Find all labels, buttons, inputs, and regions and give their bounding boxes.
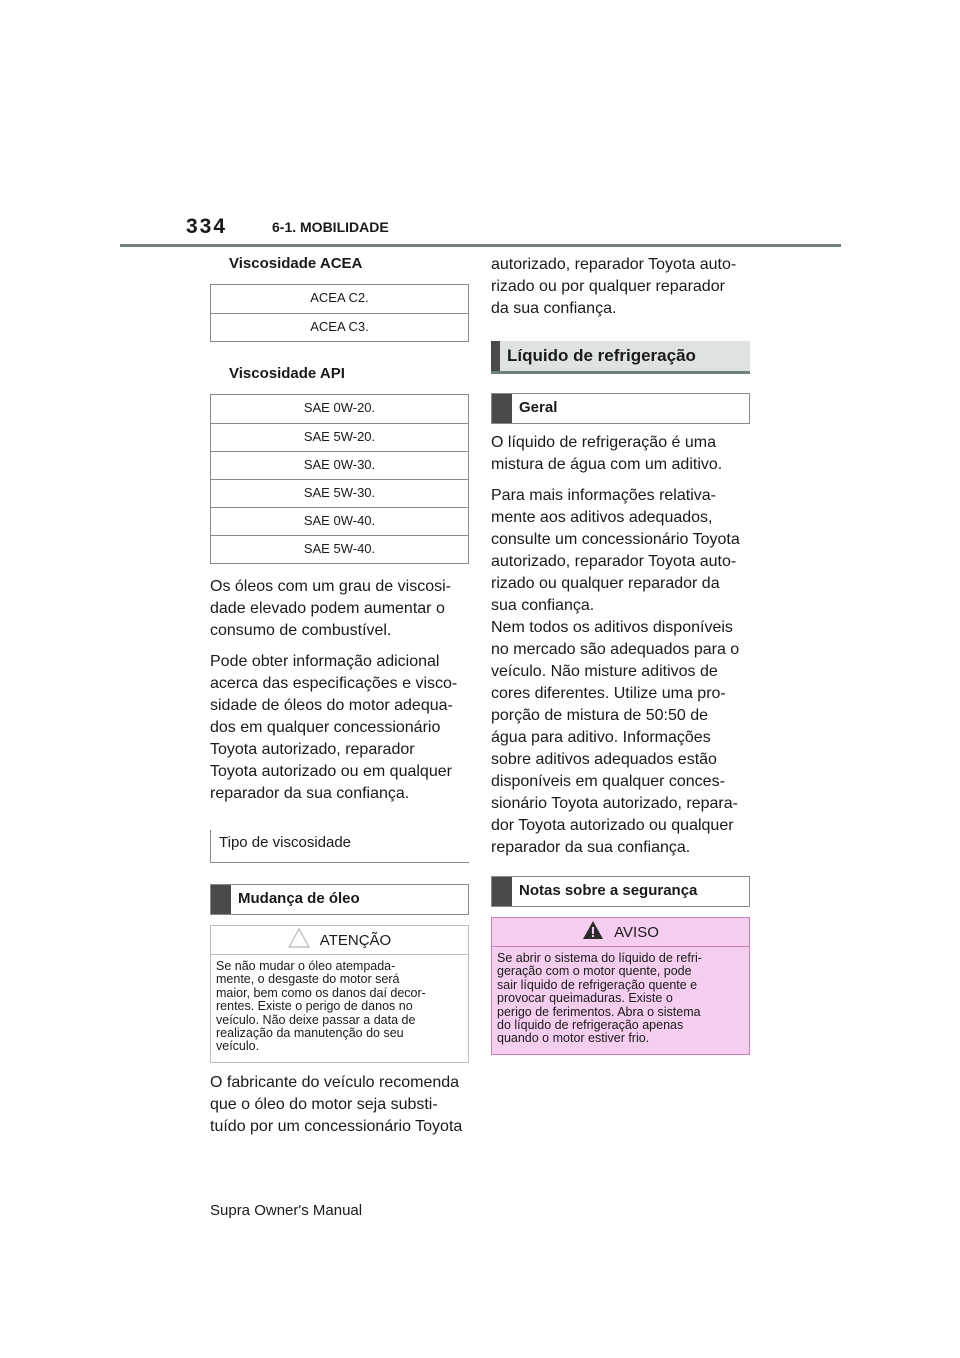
table-row: SAE 5W-30.: [211, 479, 468, 507]
caution-notice: [210, 925, 469, 1063]
general-heading: [491, 393, 750, 424]
left-column: [210, 254, 469, 1138]
table-row: SAE 0W-40.: [211, 507, 468, 535]
paragraph-viscosity-consumption: Os óleos com um grau de viscosi- dade elevado podem aumentar o consumo de combustível.: [210, 578, 451, 639]
paragraph-additional-info: Pode obter informação adicional acerca das especificações e visco- sidade de óleos do motor adequa- dos em qualquer concessionário Toyota autorizado, reparador Toyota autorizado ou em qualquer reparador da sua confiança.: [210, 653, 458, 802]
header-divider: [120, 244, 841, 247]
coolant-heading: [491, 341, 750, 374]
caution-title: ATENÇÃO: [319, 931, 392, 949]
general-heading-text: Geral: [519, 399, 558, 416]
table-row: ACEA C2.: [310, 290, 369, 305]
footer-manual-title: Supra Owner's Manual: [210, 1202, 363, 1219]
section-title: 6-1. MOBILIDADE: [272, 219, 389, 235]
viscosity-type-box: Tipo de viscosidade: [210, 830, 469, 863]
warning-title: AVISO: [614, 923, 659, 941]
paragraph-additives: Para mais informações relativa- mente aos aditivos adequados, consulte um concessionário Toyota autorizado, reparador Toyota auto- rizado ou qualquer reparador da sua confiança. Nem todos os aditivos disponíveis no mercado são adequados para o veículo. Não misture aditivos de cores diferentes. Utilize uma pro- porção de mistura de 50:50 de água para aditivo. Informações sobre aditivos adequados estão disponíveis em qualquer conces- sionário Toyota autorizado, repara- dor Toyota autorizado ou qualquer reparador da sua confiança.: [491, 487, 740, 856]
table-row: SAE 5W-40.: [211, 535, 468, 563]
paragraph-coolant-mixture: O líquido de refrigeração é uma mistura de água com um aditivo.: [491, 434, 723, 473]
table-row: SAE 0W-20.: [303, 400, 376, 415]
paragraph-oil-replacement: O fabricante do veículo recomenda que o óleo do motor seja substi- tuído por um concessionário Toyota: [210, 1073, 463, 1135]
paragraph-continuation: autorizado, reparador Toyota auto- rizado ou por qualquer reparador da sua confiança.: [491, 256, 737, 317]
warning-notice-header: [492, 918, 749, 947]
safety-heading: [491, 876, 750, 907]
acea-table: [210, 284, 469, 342]
page-number: 334: [186, 215, 228, 238]
oil-change-heading-text: Mudança de óleo: [238, 890, 360, 907]
right-column: [491, 254, 750, 1055]
table-row: SAE 0W-30.: [211, 451, 468, 479]
warning-triangle-outline-icon: [288, 928, 310, 952]
heading-bar: [491, 341, 500, 371]
coolant-heading-text: Líquido de refrigeração: [507, 346, 696, 365]
warning-notice: [491, 917, 750, 1055]
heading-bar: [211, 885, 231, 914]
table-row: ACEA C3.: [211, 313, 468, 341]
api-viscosity-label: Viscosidade API: [229, 365, 345, 382]
heading-bar: [492, 394, 512, 423]
caution-body: Se não mudar o óleo atempada- mente, o desgaste do motor será maior, bem como os danos daí decor- rentes. Existe o perigo de danos no veículo. Não deixe passar a data de realização da manutenção do seu veículo.: [216, 959, 426, 1054]
acea-viscosity-label: Viscosidade ACEA: [229, 255, 363, 272]
oil-change-heading: [210, 884, 469, 915]
table-row: SAE 5W-20.: [211, 423, 468, 451]
safety-heading-text: Notas sobre a segurança: [519, 882, 698, 899]
heading-bar: [492, 877, 512, 906]
warning-triangle-filled-icon: [582, 920, 604, 944]
api-table: [210, 394, 469, 564]
warning-body: Se abrir o sistema do líquido de refri- geração com o motor quente, pode sair líquido de refrigeração quente e provocar queimaduras. Existe o perigo de ferimentos. Abra o sistema do líquido de refrigeração apenas quando o motor estiver frio.: [497, 951, 702, 1046]
caution-notice-header: [211, 926, 468, 955]
